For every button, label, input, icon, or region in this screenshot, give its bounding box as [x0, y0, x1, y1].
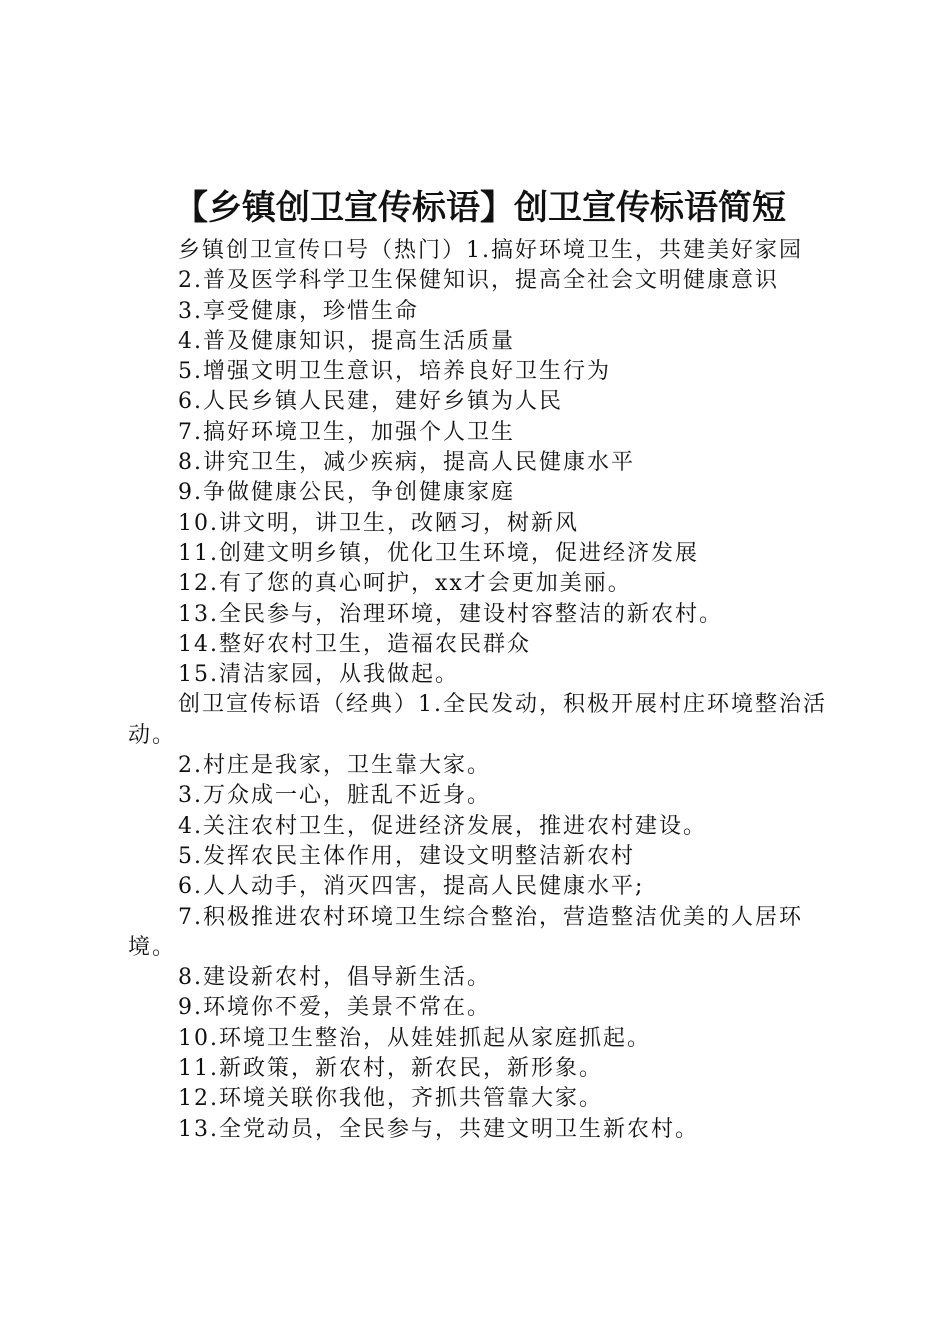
list-item: 2.村庄是我家，卫生靠大家。 — [178, 753, 491, 779]
list-item: 6.人人动手，消灭四害，提高人民健康水平; — [178, 874, 645, 900]
list-item: 12.有了您的真心呵护，xx才会更加美丽。 — [178, 571, 632, 597]
document-title: 【乡镇创卫宣传标语】创卫宣传标语简短 — [174, 188, 786, 228]
list-item: 11.新政策，新农村，新农民，新形象。 — [178, 1056, 603, 1082]
list-item: 9.争做健康公民，争创健康家庭 — [178, 480, 515, 506]
list-item: 5.发挥农民主体作用，建设文明整洁新农村 — [178, 843, 635, 869]
list-item: 6.人民乡镇人民建，建好乡镇为人民 — [178, 389, 563, 415]
list-item: 4.关注农村卫生，促进经济发展，推进农村建设。 — [178, 813, 707, 839]
list-item: 7.搞好环境卫生，加强个人卫生 — [178, 419, 515, 445]
list-item: 5.增强文明卫生意识，培养良好卫生行为 — [178, 359, 611, 385]
section1-intro: 乡镇创卫宣传口号（热门）1.搞好环境卫生，共建美好家园 — [178, 238, 803, 263]
list-item: 10.环境卫生整治，从娃娃抓起从家庭抓起。 — [178, 1025, 651, 1051]
list-item: 7.积极推进农村环境卫生综合整治，营造整洁优美的人居环境。 — [128, 904, 803, 960]
list-item: 13.全党动员，全民参与，共建文明卫生新农村。 — [178, 1116, 699, 1142]
list-item: 13.全民参与，治理环境，建设村容整洁的新农村。 — [178, 601, 723, 627]
document-page — [128, 186, 832, 1145]
section2-intro: 创卫宣传标语（经典）1.全民发动，积极开展村庄环境整治活动。 — [128, 692, 827, 748]
list-item: 8.建设新农村，倡导新生活。 — [178, 965, 491, 991]
list-item: 9.环境你不爱，美景不常在。 — [178, 995, 491, 1021]
list-item: 11.创建文明乡镇，优化卫生环境，促进经济发展 — [178, 540, 699, 566]
list-item: 8.讲究卫生，减少疾病，提高人民健康水平 — [178, 450, 635, 476]
list-item: 2.普及医学科学卫生保健知识，提高全社会文明健康意识 — [178, 268, 779, 294]
list-item: 3.享受健康，珍惜生命 — [178, 298, 419, 324]
list-item: 4.普及健康知识，提高生活质量 — [178, 328, 515, 354]
list-item: 3.万众成一心，脏乱不近身。 — [178, 783, 491, 809]
list-item: 12.环境关联你我他，齐抓共管靠大家。 — [178, 1086, 603, 1112]
list-item: 10.讲文明，讲卫生，改陋习，树新风 — [178, 510, 579, 536]
list-item: 15.清洁家园，从我做起。 — [178, 662, 459, 688]
list-item: 14.整好农村卫生，造福农民群众 — [178, 631, 531, 657]
